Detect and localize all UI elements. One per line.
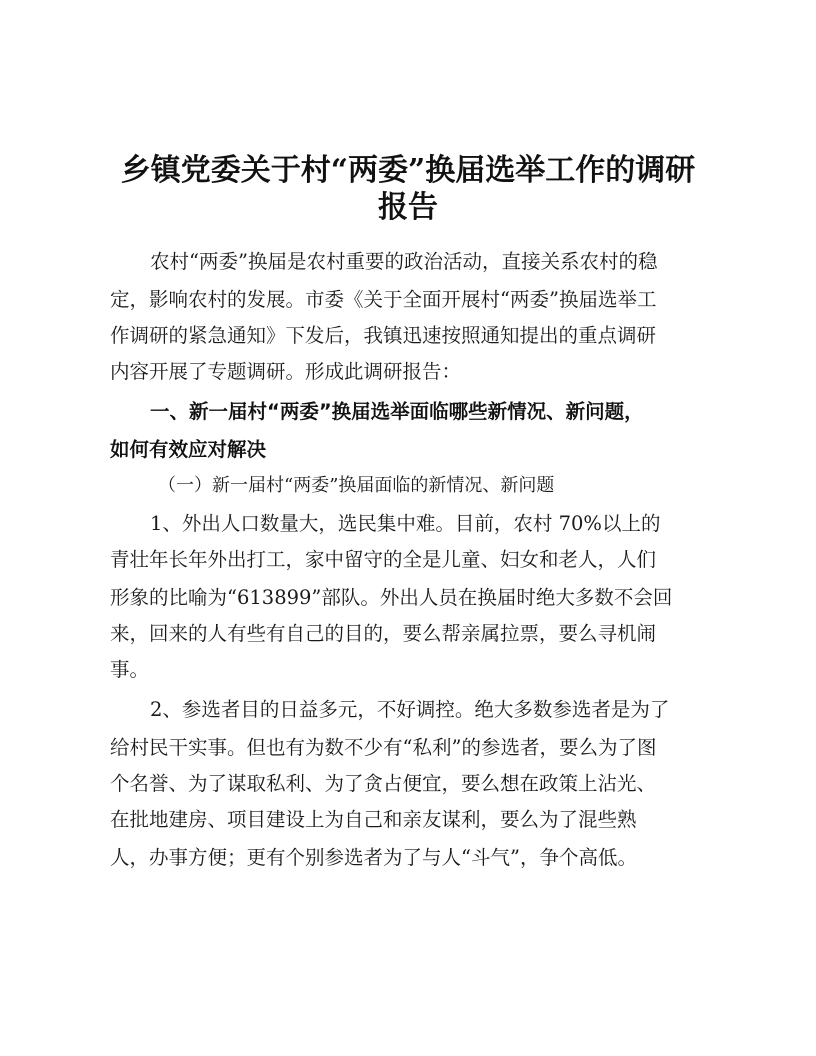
subsection-heading: （一）新一届村“两委”换届面临的新情况、新问题 (158, 475, 555, 496)
intro-line: 定，影响农村的发展。市委《关于全面开展村“两委”换届选举工 (110, 288, 657, 311)
paragraph-line: 在批地建房、项目建设上为自己和亲友谋利，要么为了混些熟 (110, 808, 637, 831)
intro-line: 内容开展了专题调研。形成此调研报告： (110, 360, 462, 383)
paragraph-line: 1、外出人口数量大，选民集中难。目前，农村 70%以上的 (150, 512, 661, 535)
paragraph-line: 青壮年长年外出打工，家中留守的全是儿童、妇女和老人，人们 (110, 548, 657, 571)
paragraph-line: 事。 (110, 658, 150, 681)
paragraph-line: 形象的比喻为“613899”部队。外出人员在换届时绝大多数不会回 (110, 586, 673, 609)
intro-line: 农村“两委”换届是农村重要的政治活动，直接关系农村的稳 (150, 250, 658, 273)
document-title-line-1: 乡镇党委关于村“两委”换届选举工作的调研 (120, 153, 696, 188)
intro-line: 作调研的紧急通知》下发后，我镇迅速按照通知提出的重点调研 (110, 324, 657, 347)
section-heading-line: 一、新一届村“两委”换届选举面临哪些新情况、新问题， (150, 400, 644, 423)
section-heading-line: 如何有效应对解决 (110, 438, 267, 461)
paragraph-line: 给村民干实事。但也有为数不少有“私利”的参选者，要么为了图 (110, 736, 657, 759)
paragraph-line: 个名誉、为了谋取私利、为了贪占便宜，要么想在政策上沾光、 (110, 772, 657, 795)
paragraph-line: 2、参选者目的日益多元，不好调控。绝大多数参选者是为了 (150, 698, 670, 721)
paragraph-line: 人，办事方便；更有个别参选者为了与人“斗气”，争个高低。 (110, 846, 637, 869)
document-title-line-2: 报告 (378, 190, 438, 225)
paragraph-line: 来，回来的人有些有自己的目的，要么帮亲属拉票，要么寻机闹 (110, 622, 657, 645)
